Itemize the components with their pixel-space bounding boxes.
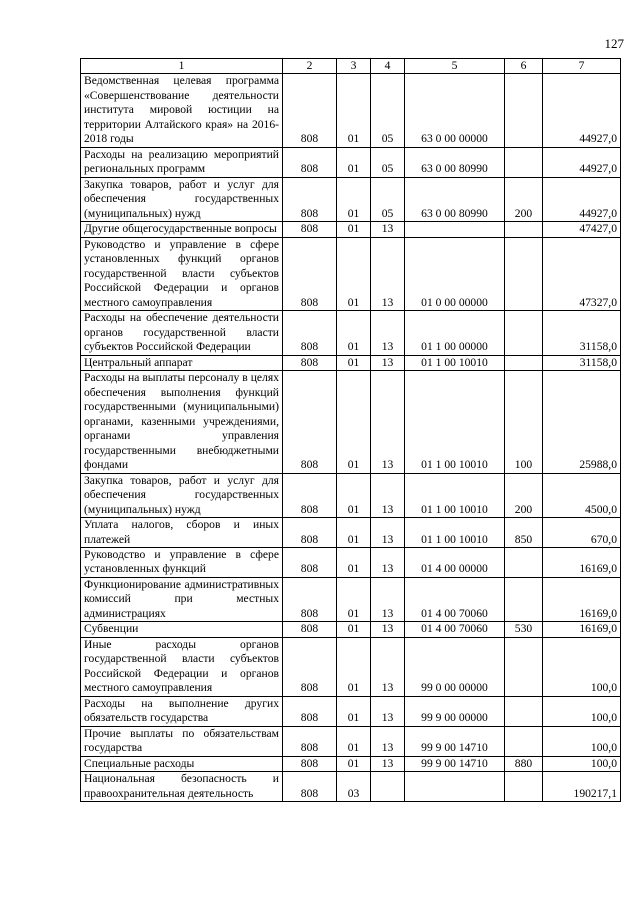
- row-section: 01: [337, 74, 371, 147]
- row-subsection: 13: [371, 473, 405, 517]
- row-target-article: 63 0 00 80990: [405, 177, 505, 221]
- row-name: Руководство и управление в сфере установленных функций органов государственной власти субъектов Российской Федерации и органов местного самоуправления: [81, 237, 283, 310]
- row-target-article: 63 0 00 80990: [405, 147, 505, 177]
- row-section: 01: [337, 518, 371, 548]
- row-section: 01: [337, 637, 371, 696]
- row-section: 03: [337, 772, 371, 802]
- row-subsection: 13: [371, 637, 405, 696]
- header-col-5: 5: [405, 59, 505, 74]
- row-expense-type: [505, 222, 543, 237]
- row-name: Иные расходы органов государственной власти субъектов Российской Федерации и органов местного самоуправления: [81, 637, 283, 696]
- row-section: 01: [337, 311, 371, 355]
- row-subsection: 13: [371, 518, 405, 548]
- header-col-4: 4: [371, 59, 405, 74]
- row-expense-type: [505, 772, 543, 802]
- row-target-article: 01 1 00 10010: [405, 473, 505, 517]
- row-target-article: [405, 222, 505, 237]
- row-ministry-code: 808: [283, 473, 337, 517]
- row-expense-type: [505, 547, 543, 577]
- row-section: 01: [337, 473, 371, 517]
- row-target-article: 99 9 00 14710: [405, 756, 505, 771]
- table-row: [81, 237, 621, 310]
- row-ministry-code: 808: [283, 74, 337, 147]
- row-name: Ведомственная целевая программа «Совершенствование деятельности института мировой юстиции на территории Алтайского края» на 2016-2018 годы: [81, 74, 283, 147]
- row-name: Руководство и управление в сфере установленных функций: [81, 547, 283, 577]
- row-target-article: 01 0 00 00000: [405, 237, 505, 310]
- row-expense-type: [505, 311, 543, 355]
- table-row: [81, 772, 621, 802]
- row-subsection: 13: [371, 371, 405, 473]
- row-ministry-code: 808: [283, 518, 337, 548]
- table-row: [81, 355, 621, 370]
- row-name: Уплата налогов, сборов и иных платежей: [81, 518, 283, 548]
- row-subsection: 13: [371, 696, 405, 726]
- row-name: Закупка товаров, работ и услуг для обеспечения государственных (муниципальных) нужд: [81, 177, 283, 221]
- table-row: [81, 74, 621, 147]
- row-ministry-code: 808: [283, 355, 337, 370]
- row-target-article: 01 1 00 10010: [405, 355, 505, 370]
- row-target-article: 01 4 00 70060: [405, 622, 505, 637]
- table-row: [81, 756, 621, 771]
- row-subsection: 13: [371, 237, 405, 310]
- table-row: [81, 177, 621, 221]
- row-amount: 100,0: [543, 696, 621, 726]
- row-expense-type: [505, 147, 543, 177]
- row-ministry-code: 808: [283, 237, 337, 310]
- row-amount: 190217,1: [543, 772, 621, 802]
- row-name: Прочие выплаты по обязательствам государства: [81, 726, 283, 756]
- row-subsection: 13: [371, 547, 405, 577]
- row-amount: 44927,0: [543, 177, 621, 221]
- row-ministry-code: 808: [283, 696, 337, 726]
- row-subsection: 13: [371, 222, 405, 237]
- row-expense-type: 880: [505, 756, 543, 771]
- row-target-article: 99 9 00 14710: [405, 726, 505, 756]
- row-ministry-code: 808: [283, 756, 337, 771]
- table-header: [81, 59, 621, 74]
- row-amount: 16169,0: [543, 622, 621, 637]
- row-ministry-code: 808: [283, 772, 337, 802]
- row-amount: 100,0: [543, 637, 621, 696]
- row-expense-type: 530: [505, 622, 543, 637]
- row-subsection: 05: [371, 147, 405, 177]
- row-name: Расходы на выполнение других обязательств государства: [81, 696, 283, 726]
- row-section: 01: [337, 577, 371, 621]
- row-target-article: 01 1 00 00000: [405, 311, 505, 355]
- row-expense-type: 200: [505, 473, 543, 517]
- row-name: Закупка товаров, работ и услуг для обеспечения государственных (муниципальных) нужд: [81, 473, 283, 517]
- row-amount: 47327,0: [543, 237, 621, 310]
- row-expense-type: [505, 577, 543, 621]
- row-subsection: 13: [371, 355, 405, 370]
- row-amount: 47427,0: [543, 222, 621, 237]
- row-name: Функционирование административных комиссий при местных администрациях: [81, 577, 283, 621]
- row-expense-type: 850: [505, 518, 543, 548]
- row-section: 01: [337, 177, 371, 221]
- table-row: [81, 726, 621, 756]
- row-subsection: 13: [371, 311, 405, 355]
- row-name: Центральный аппарат: [81, 355, 283, 370]
- row-section: 01: [337, 622, 371, 637]
- table-row: [81, 311, 621, 355]
- row-ministry-code: 808: [283, 311, 337, 355]
- row-amount: 44927,0: [543, 74, 621, 147]
- row-expense-type: [505, 637, 543, 696]
- row-target-article: 01 4 00 70060: [405, 577, 505, 621]
- row-ministry-code: 808: [283, 222, 337, 237]
- row-target-article: 01 4 00 00000: [405, 547, 505, 577]
- table-row: [81, 473, 621, 517]
- row-subsection: 05: [371, 177, 405, 221]
- page-number: 127: [604, 36, 624, 51]
- header-col-6: 6: [505, 59, 543, 74]
- table-body: [81, 74, 621, 802]
- row-amount: 4500,0: [543, 473, 621, 517]
- table-row: [81, 696, 621, 726]
- table-row: [81, 518, 621, 548]
- row-amount: 100,0: [543, 726, 621, 756]
- row-section: 01: [337, 726, 371, 756]
- row-ministry-code: 808: [283, 371, 337, 473]
- row-subsection: 13: [371, 726, 405, 756]
- row-target-article: 99 9 00 00000: [405, 696, 505, 726]
- row-name: Другие общегосударственные вопросы: [81, 222, 283, 237]
- row-target-article: 01 1 00 10010: [405, 371, 505, 473]
- row-amount: 31158,0: [543, 311, 621, 355]
- row-expense-type: [505, 74, 543, 147]
- header-col-2: 2: [283, 59, 337, 74]
- row-amount: 670,0: [543, 518, 621, 548]
- table-row: [81, 637, 621, 696]
- row-section: 01: [337, 237, 371, 310]
- row-expense-type: [505, 696, 543, 726]
- row-section: 01: [337, 371, 371, 473]
- row-ministry-code: 808: [283, 637, 337, 696]
- row-subsection: 13: [371, 577, 405, 621]
- row-ministry-code: 808: [283, 147, 337, 177]
- row-amount: 44927,0: [543, 147, 621, 177]
- row-expense-type: [505, 237, 543, 310]
- row-name: Национальная безопасность и правоохранительная деятельность: [81, 772, 283, 802]
- row-target-article: 01 1 00 10010: [405, 518, 505, 548]
- row-target-article: [405, 772, 505, 802]
- table-row: [81, 577, 621, 621]
- row-expense-type: [505, 355, 543, 370]
- table-row: [81, 547, 621, 577]
- row-expense-type: 200: [505, 177, 543, 221]
- row-amount: 31158,0: [543, 355, 621, 370]
- row-subsection: [371, 772, 405, 802]
- row-section: 01: [337, 147, 371, 177]
- row-amount: 100,0: [543, 756, 621, 771]
- row-ministry-code: 808: [283, 547, 337, 577]
- row-name: Расходы на реализацию мероприятий региональных программ: [81, 147, 283, 177]
- row-ministry-code: 808: [283, 577, 337, 621]
- row-target-article: 99 0 00 00000: [405, 637, 505, 696]
- budget-table: [80, 58, 621, 802]
- row-section: 01: [337, 355, 371, 370]
- table-row: [81, 222, 621, 237]
- row-subsection: 13: [371, 756, 405, 771]
- row-amount: 25988,0: [543, 371, 621, 473]
- header-row: [81, 59, 621, 74]
- row-section: 01: [337, 756, 371, 771]
- row-section: 01: [337, 547, 371, 577]
- row-name: Расходы на выплаты персоналу в целях обеспечения выполнения функций государственными (муниципальными) органами, казенными учреждениями, органами управления государственными внебюджетными фондами: [81, 371, 283, 473]
- table-row: [81, 371, 621, 473]
- row-expense-type: [505, 726, 543, 756]
- header-col-7: 7: [543, 59, 621, 74]
- row-subsection: 05: [371, 74, 405, 147]
- row-ministry-code: 808: [283, 726, 337, 756]
- row-ministry-code: 808: [283, 177, 337, 221]
- header-col-1: 1: [81, 59, 283, 74]
- row-name: Субвенции: [81, 622, 283, 637]
- row-target-article: 63 0 00 00000: [405, 74, 505, 147]
- row-section: 01: [337, 222, 371, 237]
- row-name: Расходы на обеспечение деятельности органов государственной власти субъектов Российской Федерации: [81, 311, 283, 355]
- table-row: [81, 147, 621, 177]
- row-expense-type: 100: [505, 371, 543, 473]
- table-row: [81, 622, 621, 637]
- row-name: Специальные расходы: [81, 756, 283, 771]
- row-ministry-code: 808: [283, 622, 337, 637]
- header-col-3: 3: [337, 59, 371, 74]
- row-section: 01: [337, 696, 371, 726]
- row-amount: 16169,0: [543, 547, 621, 577]
- row-subsection: 13: [371, 622, 405, 637]
- row-amount: 16169,0: [543, 577, 621, 621]
